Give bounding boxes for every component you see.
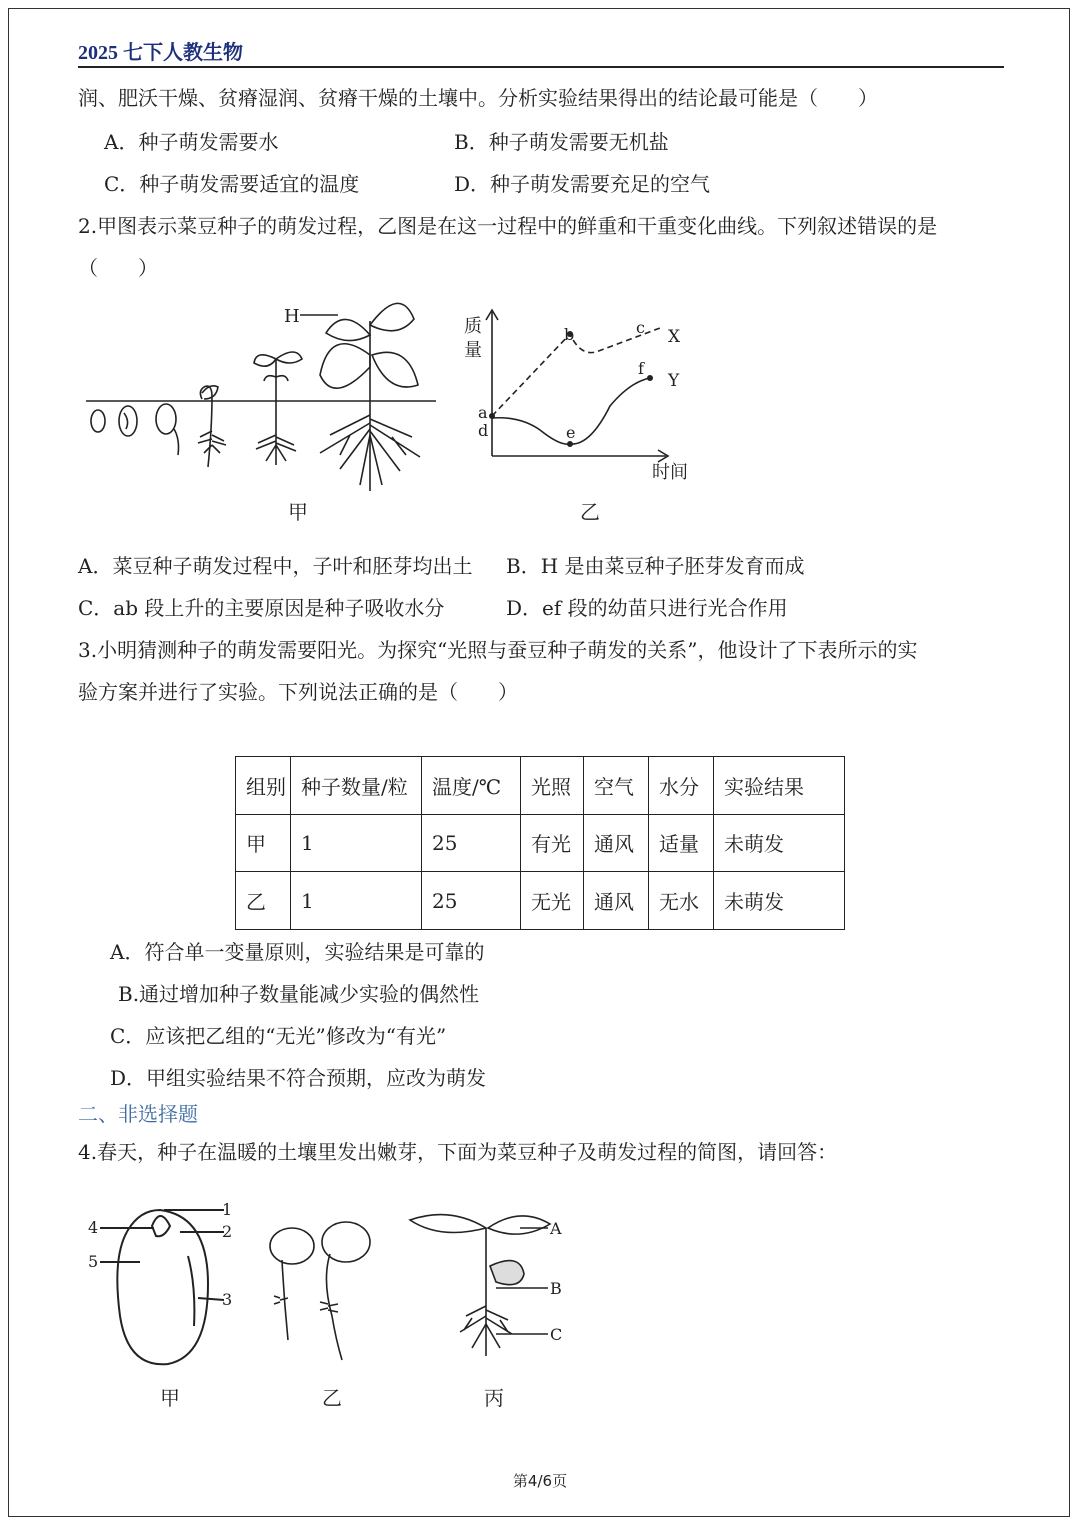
q3-option-d: D．甲组实验结果不符合预期，应改为萌发 [110, 1066, 487, 1090]
curve-x-label: X [668, 327, 681, 347]
table-cell: 有光 [521, 814, 584, 872]
label-5: 5 [88, 1252, 99, 1271]
table-cell: 1 [291, 814, 422, 872]
q2-jia-caption: 甲 [288, 500, 308, 524]
table-row [236, 814, 845, 872]
point-f: f [638, 359, 644, 378]
q1-option-b: B．种子萌发需要无机盐 [454, 130, 669, 154]
table-header-cell: 空气 [584, 757, 649, 815]
y-label-1: 质 [464, 316, 482, 337]
table-header-cell: 水分 [649, 757, 714, 815]
q3-experiment-table [235, 756, 845, 930]
q4-stem: 4.春天，种子在温暖的土壤里发出嫩芽，下面为菜豆种子及萌发过程的简图，请回答： [78, 1140, 838, 1164]
table-cell: 无水 [649, 872, 714, 930]
table-cell: 25 [422, 814, 521, 872]
q3-option-a: A．符合单一变量原则，实验结果是可靠的 [110, 940, 485, 964]
point-d: d [478, 421, 489, 440]
table-cell: 乙 [236, 872, 291, 930]
table-cell: 未萌发 [714, 872, 845, 930]
seedling-stage-6 [320, 303, 420, 491]
label-4: 4 [88, 1218, 99, 1237]
q4-figure-jia [84, 1196, 244, 1376]
point-e: e [566, 423, 576, 442]
sprout-root-2 [326, 1254, 342, 1360]
seed-coat-outline [117, 1210, 208, 1364]
q2-figure-yi [460, 306, 710, 486]
label-c: C [550, 1325, 563, 1344]
table-cell: 25 [422, 872, 521, 930]
q4-yi-caption: 乙 [322, 1386, 342, 1410]
seedling-stage-4 [198, 386, 226, 467]
label-a: A [550, 1219, 562, 1238]
q1-stem: 润、肥沃干燥、贫瘠湿润、贫瘠干燥的土壤中。分析实验结果得出的结论最可能是（ ） [78, 86, 878, 110]
seed-plumule [152, 1216, 170, 1236]
q3-option-b: B.通过增加种子数量能减少实验的偶然性 [118, 982, 480, 1006]
q2-yi-caption: 乙 [580, 500, 600, 524]
cotyledon [490, 1261, 524, 1285]
table-header-cell: 温度/℃ [422, 757, 521, 815]
label-1: 1 [222, 1200, 233, 1219]
q1-option-d: D．种子萌发需要充足的空气 [454, 172, 711, 196]
section-title: 二、非选择题 [78, 1102, 198, 1126]
q3-stem-line1: 3.小明猜测种子的萌发需要阳光。为探究“光照与蚕豆种子萌发的关系”，他设计了下表所示的实 [78, 638, 918, 662]
q4-figure-bing [400, 1206, 570, 1376]
q2-option-b: B．H 是由菜豆种子胚芽发育而成 [506, 554, 805, 578]
leaf-right [488, 1216, 550, 1234]
label-2: 2 [222, 1222, 233, 1241]
q2-option-c: C．ab 段上升的主要原因是种子吸收水分 [78, 596, 445, 620]
y-label-2: 量 [464, 340, 482, 361]
table-header-cell: 种子数量/粒 [291, 757, 422, 815]
q2-stem-line1: 2.甲图表示菜豆种子的萌发过程，乙图是在这一过程中的鲜重和干重变化曲线。下列叙述错误的是 [78, 214, 938, 238]
q2-figure-jia [80, 295, 450, 505]
table-cell: 未萌发 [714, 814, 845, 872]
q4-bing-caption: 丙 [484, 1386, 504, 1410]
label-b: B [550, 1279, 562, 1298]
table-cell: 无光 [521, 872, 584, 930]
q2-option-d: D．ef 段的幼苗只进行光合作用 [506, 596, 788, 620]
seed-radicle [188, 1256, 194, 1326]
q3-option-c: C．应该把乙组的“无光”修改为“有光” [110, 1024, 447, 1048]
table-header-row [236, 757, 845, 815]
leaf-left [410, 1215, 486, 1233]
table-cell: 1 [291, 872, 422, 930]
q1-option-c: C．种子萌发需要适宜的温度 [104, 172, 360, 196]
table-row [236, 872, 845, 930]
table-cell: 适量 [649, 814, 714, 872]
q2-stem-line2: （ ） [78, 256, 158, 280]
q4-jia-caption: 甲 [160, 1386, 180, 1410]
table-cell: 通风 [584, 872, 649, 930]
table-header-cell: 实验结果 [714, 757, 845, 815]
point-b: b [564, 325, 575, 344]
q3-stem-line2: 验方案并进行了实验。下列说法正确的是（ ） [78, 680, 518, 704]
point-a: a [478, 403, 488, 422]
curve-y-label: Y [668, 371, 680, 391]
sprout-seed-1 [270, 1228, 314, 1264]
table-cell: 通风 [584, 814, 649, 872]
q4-figure-yi [262, 1220, 392, 1370]
q2-option-a: A．菜豆种子萌发过程中，子叶和胚芽均出土 [78, 554, 473, 578]
page-number: 第4/6页 [512, 1472, 568, 1490]
q1-option-a: A．种子萌发需要水 [104, 130, 279, 154]
table-header-cell: 光照 [521, 757, 584, 815]
seedling-stage-5 [254, 352, 302, 465]
label-3: 3 [222, 1290, 233, 1309]
curve-x [492, 328, 660, 416]
seed-stage-1 [91, 410, 105, 432]
label-h: H [284, 306, 300, 327]
table-header-cell: 组别 [236, 757, 291, 815]
seed-stage-3 [156, 404, 176, 434]
x-label: 时间 [652, 462, 688, 483]
header-rule [78, 66, 1004, 68]
header-title: 2025 七下人教生物 [78, 42, 243, 64]
point-c: c [636, 318, 645, 337]
table-cell: 甲 [236, 814, 291, 872]
